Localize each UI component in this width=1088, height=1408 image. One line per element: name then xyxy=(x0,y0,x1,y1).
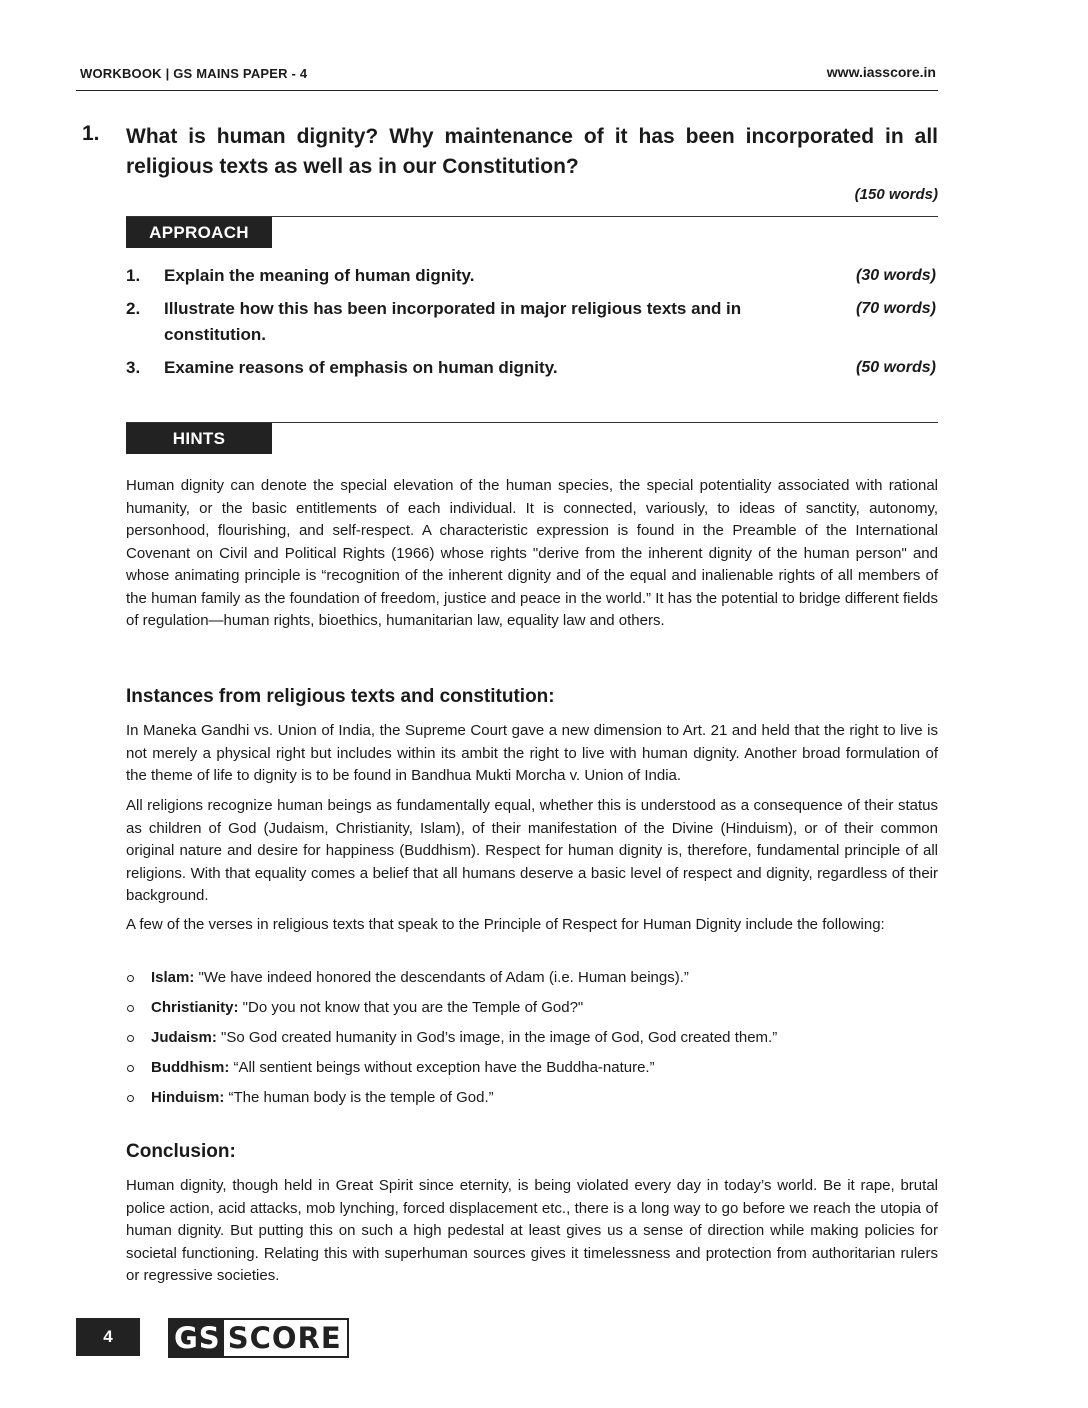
bullet-icon xyxy=(127,1035,134,1042)
approach-item-words: (30 words) xyxy=(855,267,936,284)
approach-item-number: 2. xyxy=(126,299,141,318)
verse-quote: "We have indeed honored the descendants of Adam (i.e. Human beings).” xyxy=(194,969,689,986)
conclusion-paragraph: Human dignity, though held in Great Spirit since eternity, is being violated every day in today’s world. Be it rape, brutal police action, acid attacks, mob lynching, forced displacement etc., there is a long way to go before we reach the utopia of human dignity. But putting this on such a high pedestal at least gives us a sense of direction while making policies for societal functioning. Relating this with superhuman sources gives it timelessness and protection from authoritarian rulers or regressive societies. xyxy=(126,1177,938,1284)
approach-item-text: Explain the meaning of human dignity. xyxy=(164,266,475,285)
hints-intro-paragraph: Human dignity can denote the special elevation of the human species, the special potentiality associated with rational humanity, or the basic entitlements of each individual. It is connected, variously, to ideas of sanctity, autonomy, personhood, flourishing, and self-respect. A characteristic expression is found in the Preamble of the International Covenant on Civil and Political Rights (1966) whose rights "derive from the inherent dignity of the human person" and whose animating principle is “recognition of the inherent dignity and of the equal and inalienable rights of all members of the human family as the foundation of freedom, justice and peace in the world.” It has the potential to bridge different fields of regulation—human rights, bioethics, humanitarian law, equality law and others. xyxy=(126,477,938,629)
religious-verses-list xyxy=(126,967,938,1117)
bullet-icon xyxy=(127,975,134,982)
verse-quote: “The human body is the temple of God.” xyxy=(224,1089,494,1106)
list-item xyxy=(126,1087,938,1117)
approach-item-number: 1. xyxy=(126,266,141,285)
verse-quote: “All sentient beings without exception have the Buddha-nature.” xyxy=(229,1059,655,1076)
religion-name: Hinduism: xyxy=(151,1089,225,1106)
religion-name: Islam: xyxy=(151,969,195,986)
verse-quote: "So God created humanity in God’s image, in the image of God, God created them.” xyxy=(216,1029,778,1046)
religion-name: Judaism: xyxy=(151,1029,217,1046)
list-item xyxy=(126,997,938,1027)
logo-score-part: SCORE xyxy=(227,1321,342,1355)
header-title: WORKBOOK | GS MAINS PAPER - 4 xyxy=(80,66,308,81)
religion-name: Christianity: xyxy=(151,999,239,1016)
conclusion-heading: Conclusion: xyxy=(126,1141,236,1162)
instances-heading: Instances from religious texts and constitution: xyxy=(126,686,555,707)
hints-section-bar xyxy=(126,422,938,454)
approach-item-words: (70 words) xyxy=(855,300,936,317)
verse-quote: "Do you not know that you are the Temple of God?" xyxy=(238,999,584,1016)
list-item xyxy=(126,1027,938,1057)
approach-item-words: (50 words) xyxy=(855,359,936,376)
instances-paragraph: A few of the verses in religious texts that speak to the Principle of Respect for Human Dignity include the following: xyxy=(126,916,885,933)
instances-paragraph: All religions recognize human beings as fundamentally equal, whether this is understood as a consequence of their status as children of God (Judaism, Christianity, Islam), of their manifestation of the Divine (Hinduism), or of their common original nature and desire for happiness (Buddhism). Respect for human dignity is, therefore, fundamental principle of all religions. With that equality comes a belief that all humans deserve a basic level of respect and dignity, regardless of their background. xyxy=(126,797,938,904)
logo-gs-part: GS xyxy=(170,1320,224,1356)
religion-name: Buddhism: xyxy=(151,1059,230,1076)
bullet-icon xyxy=(127,1065,134,1072)
list-item xyxy=(126,967,938,997)
instances-paragraph: In Maneka Gandhi vs. Union of India, the Supreme Court gave a new dimension to Art. 21 and held that the right to live is not merely a physical right but includes within its ambit the right to live with human dignity. Another broad formulation of the theme of life to dignity is to be found in Bandhua Mukti Morcha v. Union of India. xyxy=(126,722,938,784)
approach-item-text: Examine reasons of emphasis on human dignity. xyxy=(164,358,558,377)
hints-label: HINTS xyxy=(126,423,272,454)
bullet-icon xyxy=(127,1005,134,1012)
approach-label: APPROACH xyxy=(126,217,272,248)
page-header xyxy=(76,60,938,91)
question-number: 1. xyxy=(82,122,100,145)
header-website: www.iasscore.in xyxy=(826,64,936,80)
gs-score-logo xyxy=(168,1318,349,1358)
question-text: What is human dignity? Why maintenance of it has been incorporated in all religious texts as well as in our Constitution? xyxy=(126,125,938,178)
list-item xyxy=(126,1057,938,1087)
approach-item-number: 3. xyxy=(126,358,141,377)
approach-section-bar xyxy=(126,216,938,248)
page-number: 4 xyxy=(76,1318,140,1356)
question-word-limit: (150 words) xyxy=(854,186,938,203)
approach-item-text: Illustrate how this has been incorporated in major religious texts and in constitution. xyxy=(164,299,742,344)
bullet-icon xyxy=(127,1095,134,1102)
